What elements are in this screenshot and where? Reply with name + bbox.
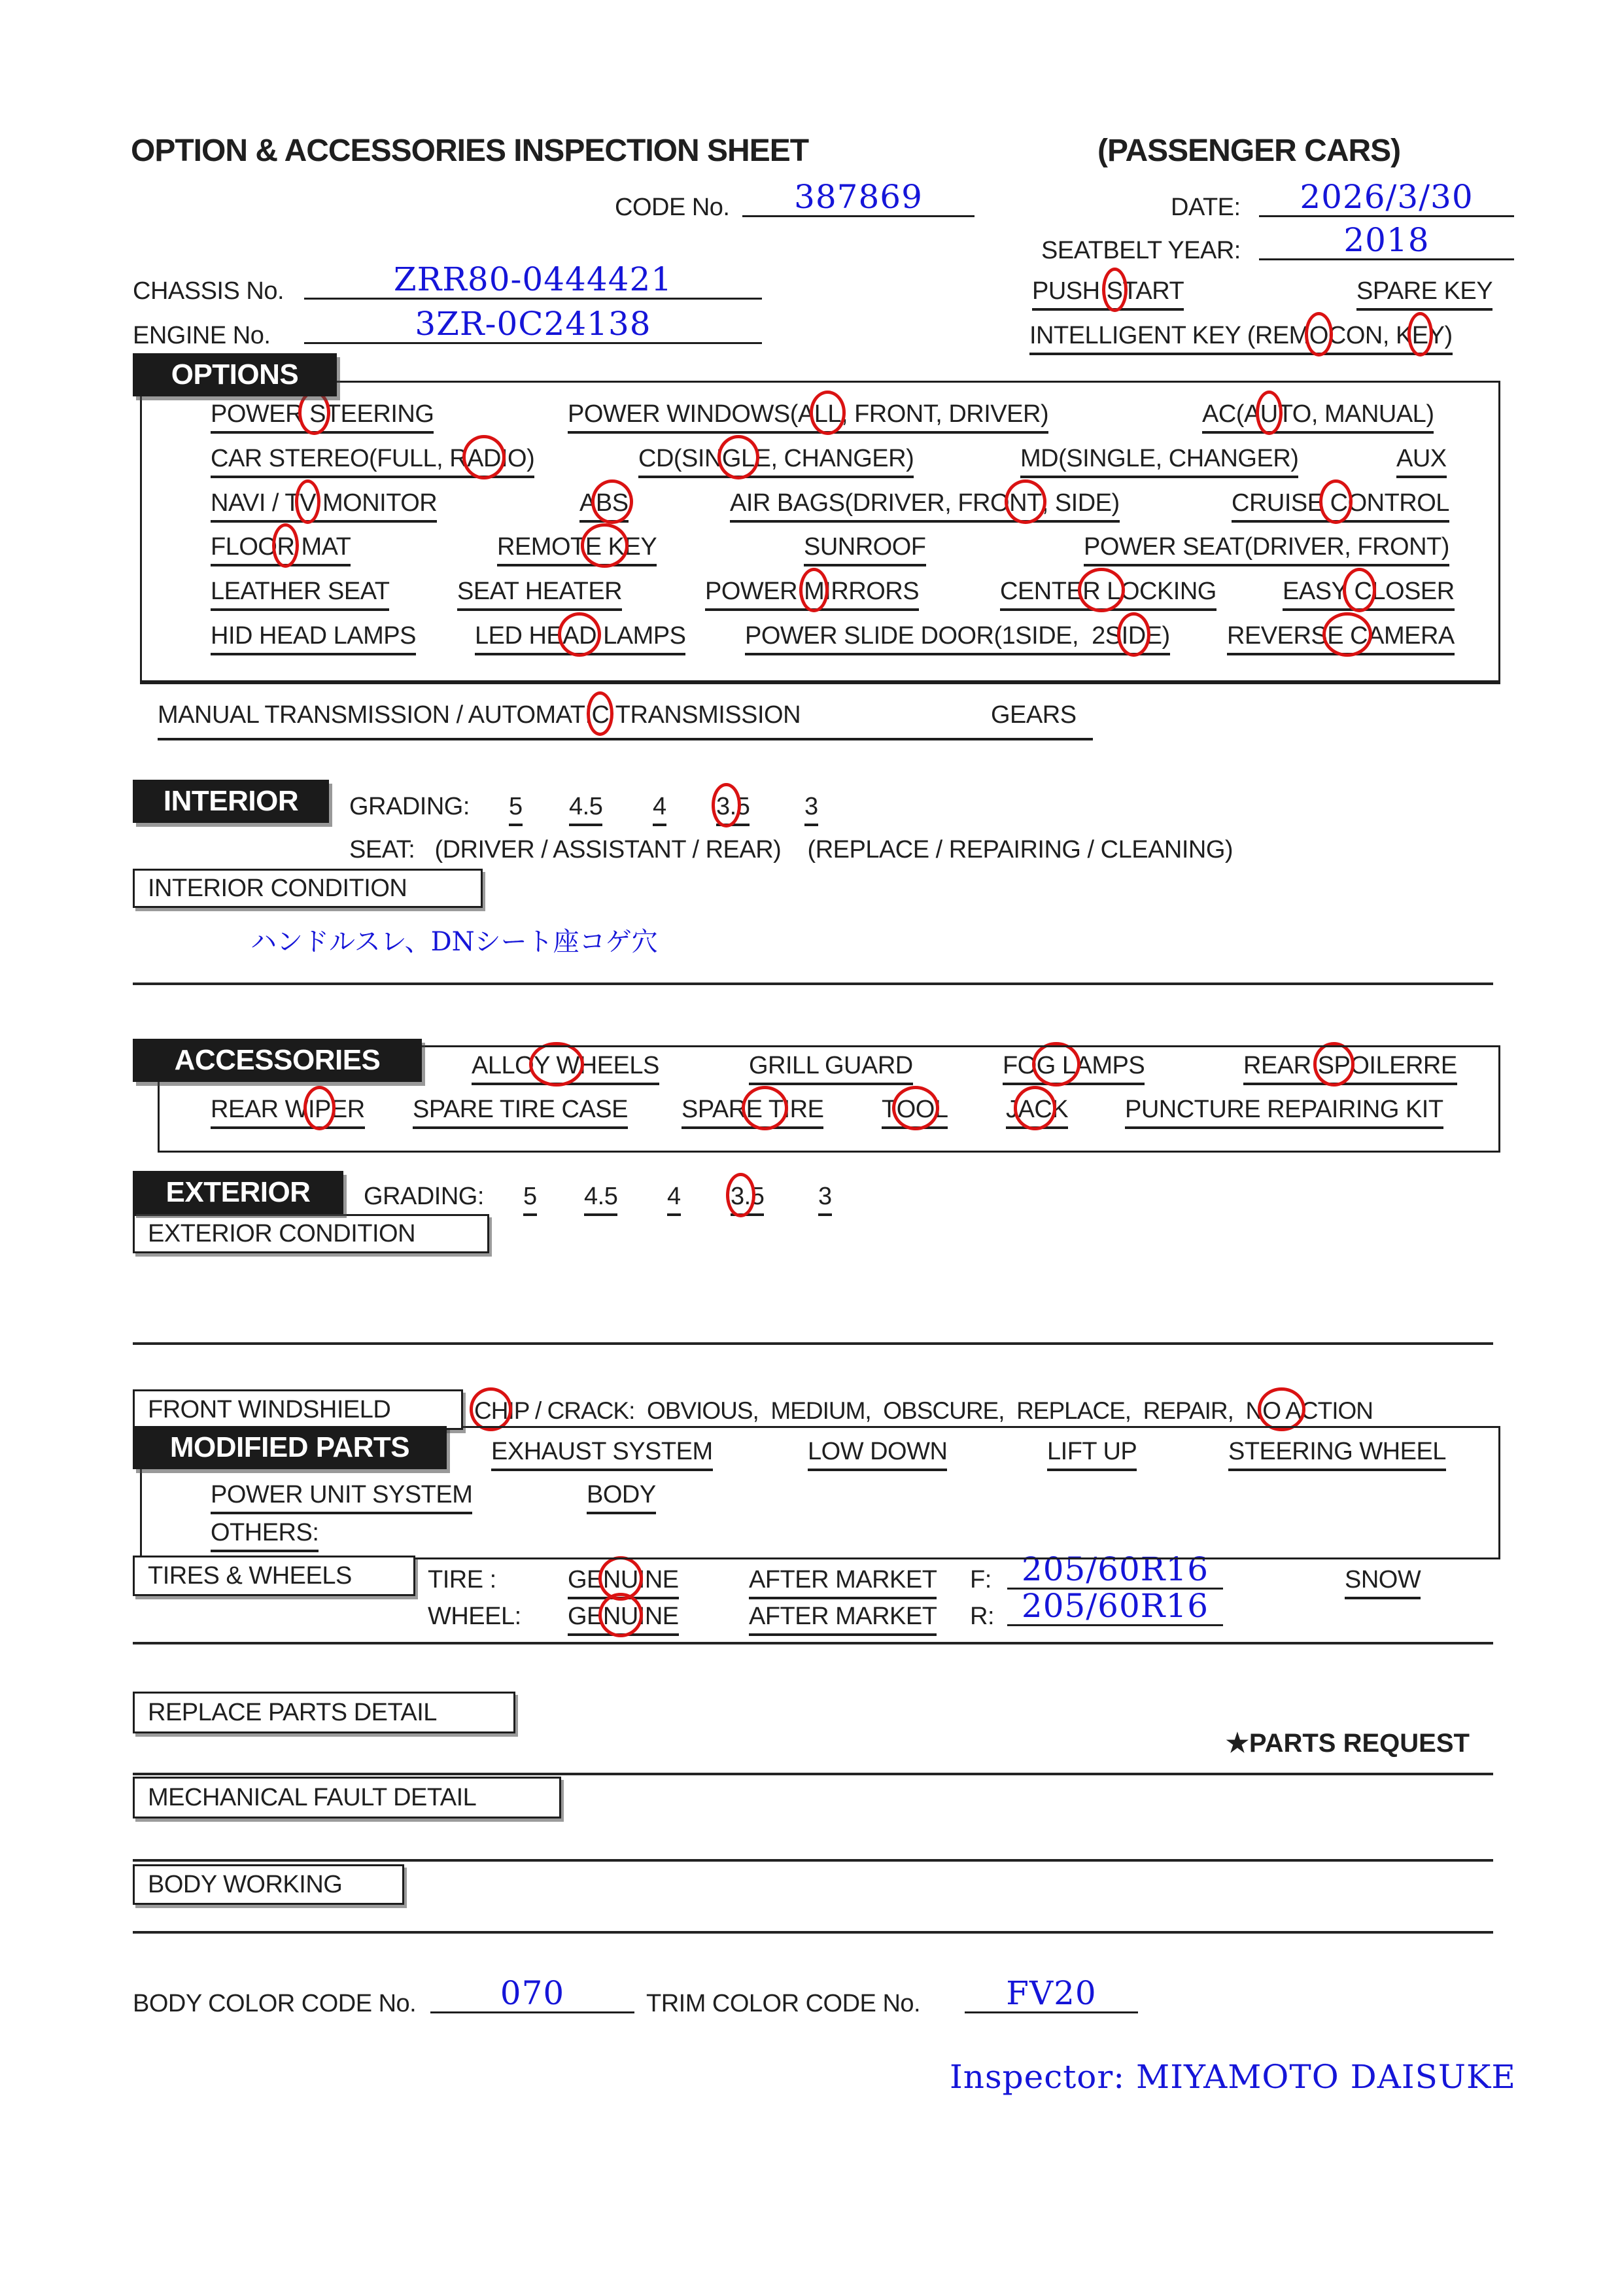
label-text: GE [568,1603,603,1630]
red-circle-mark: E T [746,1096,784,1123]
label-text: CAR STEREO(FULL, R [211,445,468,472]
label-text: POWER [705,578,804,605]
red-circle-mark: R L [1082,578,1120,605]
label-text: 5 [523,1183,537,1210]
label-text: GRILL GUARD [749,1052,913,1079]
front-size-label: F: [970,1566,992,1593]
label-text: L [934,1096,948,1123]
label-text: FO [1003,1052,1037,1079]
code-value-field [742,178,975,217]
rear-tire-size-value: 205/60R16 [1021,1586,1209,1625]
label-text: Y) [1428,322,1453,349]
label-text: EXHAUST SYSTEM [491,1438,713,1465]
label-text: POWER [211,400,303,428]
label-text: J [1006,1096,1018,1123]
label-text: SPARE TIRE CASE [413,1096,628,1123]
exterior-grading-label: GRADING: [364,1183,484,1210]
label-text: 4.5 [569,793,603,820]
wheel-after-market-option [749,1603,937,1636]
exterior-grade-3-5 [731,1183,764,1216]
inspector-signature: Inspector: MIYAMOTO DAISUKE [950,2058,1516,2096]
label-text: ER [330,1096,365,1123]
label-text: AMPS [1075,1052,1145,1079]
label-text: IRRORS [824,578,920,605]
interior-condition-note: ハンドルスレ、DNシート座コゲ穴 [250,927,658,957]
exterior-grade-4 [667,1183,681,1216]
intelligent-key-option [1029,322,1453,355]
front-windshield-box [133,1389,463,1430]
label-text: LOW DOWN [808,1438,948,1465]
interior-section-title: INTERIOR [133,780,329,823]
red-circle-mark: S [1106,277,1123,305]
rear-size-label: R: [970,1603,994,1630]
label-text: POWER SLIDE DOOR(1SIDE, 2S [745,622,1122,650]
red-circle-mark: C [591,701,610,729]
body-color-code-label: BODY COLOR CODE No. [133,1990,417,2017]
transmission-option [158,701,801,730]
red-circle-mark: NU [602,1566,638,1593]
red-circle-mark: ID [1121,622,1146,650]
code-value: 387869 [794,177,923,216]
replace-parts-detail-title: REPLACE PARTS DETAIL [148,1698,437,1726]
label-text: LAMPS [596,622,686,650]
label-text: E) [1145,622,1170,650]
tire-genuine-option [568,1566,679,1599]
red-circle-mark: BS [595,489,629,517]
exterior-condition-title: EXTERIOR CONDITION [148,1219,416,1247]
red-circle-mark: E [1411,322,1428,349]
red-circle-mark: O A [1262,1397,1301,1424]
label-text: , FRONT, DRIVER) [840,400,1049,428]
label-text: LOSER [1372,578,1455,605]
red-circle-mark: R [277,533,295,561]
front-windshield-title: FRONT WINDSHIELD [148,1395,391,1423]
trim-color-code-label: TRIM COLOR CODE No. [646,1990,921,2017]
label-text: 4.5 [584,1183,618,1210]
mechanical-fault-detail-title: MECHANICAL FAULT DETAIL [148,1783,477,1811]
date-value: 2026/3/30 [1300,177,1474,216]
chassis-label: CHASSIS No. [133,277,285,305]
label-text: SUNROOF [804,533,926,561]
label-text: HID HEAD LAMPS [211,622,416,650]
label-text: 4 [667,1183,681,1210]
red-circle-mark: AD [562,622,597,650]
mechanical-fault-detail-box [133,1777,561,1818]
label-text: IO) [500,445,535,472]
code-label: CODE No. [615,194,730,221]
label-text: CD(SIN [638,445,722,472]
label-text: SEAT HEATER [457,578,623,605]
red-circle-mark: AD [467,445,501,472]
interior-condition-box [133,869,483,908]
exterior-condition-box [133,1214,489,1253]
divider-line [133,1342,1493,1345]
label-text: REVERS [1227,622,1328,650]
label-text: REAR [1243,1052,1318,1079]
replace-parts-detail-box [133,1692,515,1733]
label-text: AFTER MARKET [749,1603,937,1630]
label-text: 5 [509,793,523,820]
tire-label: TIRE : [428,1566,496,1593]
tires-wheels-title: TIRES & WHEELS [148,1561,352,1590]
label-text: A [579,489,596,517]
label-text: REMOT [497,533,585,561]
gears-label: GEARS [991,701,1077,729]
rear-tire-size-field [1007,1588,1223,1626]
seatbelt-year-label: SEATBELT YEAR: [1041,237,1241,264]
label-text: SNOW [1345,1566,1421,1593]
date-label: DATE: [1171,194,1241,221]
spare-key-option [1356,277,1493,311]
red-circle-mark: GL [721,445,755,472]
date-value-field [1259,178,1514,217]
label-text: AIR BAGS(DRIVER, FRO [730,489,1010,517]
accessories-section-title: ACCESSORIES [133,1039,422,1082]
label-text: EASY [1283,578,1348,605]
label-text: 5 [736,793,750,820]
body-working-title: BODY WORKING [148,1870,343,1898]
label-text: POWER WINDOWS(A [568,400,814,428]
wheel-label: WHEEL: [428,1603,521,1630]
label-text: STEERING WHEEL [1228,1438,1446,1465]
interior-seat-line: SEAT: (DRIVER / ASSISTANT / REAR) (REPLACE / REPAIRING / CLEANING) [349,836,1234,863]
divider-line [133,1642,1493,1644]
label-text: CENTE [1000,578,1083,605]
label-text: AC(A [1202,400,1260,428]
options-section-title: OPTIONS [133,353,337,396]
red-circle-mark: NU [602,1603,638,1630]
interior-grade-3-5 [716,793,750,826]
divider-line [133,1931,1493,1934]
red-circle-mark: U [1260,400,1278,428]
engine-label: ENGINE No. [133,322,271,349]
label-text: OTHERS: [211,1519,319,1546]
label-text: CRUISE [1232,489,1324,517]
red-circle-mark: C [1347,578,1372,605]
label-text: TO, MANUAL) [1277,400,1434,428]
label-text: BODY [587,1481,656,1508]
tire-after-market-option [749,1566,937,1599]
label-text: MD(SINGLE, CHANGER) [1020,445,1299,472]
label-text: REAR W [211,1096,308,1123]
label-text: INE [638,1603,679,1630]
label-text: , SIDE) [1041,489,1120,517]
red-circle-mark: OO [896,1096,935,1123]
push-start-option [1032,277,1184,311]
exterior-section-title: EXTERIOR [133,1171,343,1214]
body-color-code-field [430,1973,634,2013]
label-text: SPARE KEY [1356,277,1493,305]
label-text: NAVI / T [211,489,300,517]
red-circle-mark: O [1309,322,1328,349]
parts-request-label: ★PARTS REQUEST [1226,1729,1470,1758]
label-text: K [1052,1096,1069,1123]
red-circle-mark: NT [1009,489,1042,517]
body-working-box [133,1864,404,1905]
red-circle-mark: E K [585,533,625,561]
chassis-value: ZRR80-0444421 [393,260,673,298]
red-circle-mark: 3. [731,1183,751,1210]
label-text: ALLO [472,1052,534,1079]
red-circle-mark: S [303,400,326,428]
label-text: GE [568,1566,603,1593]
trim-color-code-value: FV20 [1006,1974,1097,2012]
label-text: CON, K [1328,322,1412,349]
label-text: HEELS [579,1052,659,1079]
divider-line [133,1859,1493,1862]
engine-value-field [304,304,762,344]
body-color-code-value: 070 [500,1974,565,2012]
engine-value: 3ZR-0C24138 [415,304,651,343]
label-text: POWER SEAT(DRIVER, FRONT) [1084,533,1449,561]
label-text: PUNCTURE REPAIRING KIT [1125,1096,1443,1123]
label-text: 3 [818,1183,832,1210]
red-circle-mark: LL [814,400,841,428]
red-circle-mark: G L [1036,1052,1076,1079]
label-text: MAT [294,533,351,561]
label-text: AUX [1396,445,1447,472]
label-text: OCKING [1120,578,1216,605]
label-text: EY [624,533,657,561]
label-text: IRE [783,1096,824,1123]
snow-option [1345,1566,1421,1599]
label-text: SPAR [682,1096,746,1123]
red-circle-mark: V [300,489,316,517]
label-text: AMERA [1368,622,1455,650]
red-circle-mark: Y W [534,1052,579,1079]
label-text: AFTER MARKET [749,1566,937,1593]
label-text: INTELLIGENT KEY (REM [1029,322,1309,349]
label-text: ONTROL [1347,489,1449,517]
exterior-grade-4-5 [584,1183,617,1216]
label-text: TEERING [325,400,434,428]
label-text: POWER UNIT SYSTEM [211,1481,473,1508]
label-text: 3 [804,793,818,820]
tires-wheels-box [133,1556,415,1596]
page-subtitle: (PASSENGER CARS) [1097,133,1401,168]
label-text: T [882,1096,897,1123]
seatbelt-year-value: 2018 [1343,220,1430,259]
label-text: MANUAL TRANSMISSION / AUTOMATI [158,701,592,729]
label-text: INE [638,1566,679,1593]
label-text: IP / CRACK: OBVIOUS, MEDIUM, OBSCURE, REPLACE, REPAIR, N [508,1397,1263,1424]
label-text: LED HE [475,622,563,650]
red-circle-mark: M [804,578,825,605]
page-title: OPTION & ACCESSORIES INSPECTION SHEET [131,133,809,168]
red-circle-mark: IP [308,1096,331,1123]
interior-grade-4 [653,793,666,826]
label-text: FLOO [211,533,277,561]
modified-parts-section-title: MODIFIED PARTS [133,1426,447,1469]
interior-grade-3 [804,793,818,826]
label-text: LEATHER SEAT [211,578,390,605]
exterior-grade-5 [523,1183,537,1216]
label-text: TART [1122,277,1184,305]
label-text: LIFT UP [1047,1438,1137,1465]
interior-grade-5 [509,793,523,826]
chassis-value-field [304,259,762,300]
label-text: TRANSMISSION [609,701,801,729]
exterior-grade-3 [818,1183,832,1216]
wheel-genuine-option [568,1603,679,1636]
red-circle-mark: CH [474,1397,508,1424]
divider-line [133,983,1493,985]
label-text: PUSH [1032,277,1107,305]
label-text: CTION [1300,1397,1373,1424]
label-text: E, CHANGER) [754,445,914,472]
seatbelt-year-field [1259,221,1514,260]
label-text: 4 [653,793,666,820]
transmission-line [158,701,1093,740]
options-box [140,381,1500,684]
red-circle-mark: SP [1317,1052,1351,1079]
red-circle-mark: E C [1327,622,1368,650]
divider-line [133,1773,1493,1775]
interior-grade-4-5 [569,793,602,826]
label-text: 5 [750,1183,765,1210]
red-circle-mark: 3. [716,793,736,820]
red-circle-mark: C [1323,489,1348,517]
red-circle-mark: AC [1018,1096,1052,1123]
trim-color-code-field [965,1973,1138,2013]
interior-grading-label: GRADING: [349,793,470,820]
label-text: MONITOR [315,489,438,517]
label-text: OILERRE [1350,1052,1457,1079]
windshield-chip-crack-line [474,1397,1373,1425]
interior-condition-title: INTERIOR CONDITION [148,874,407,902]
front-tire-size-value: 205/60R16 [1021,1550,1209,1588]
